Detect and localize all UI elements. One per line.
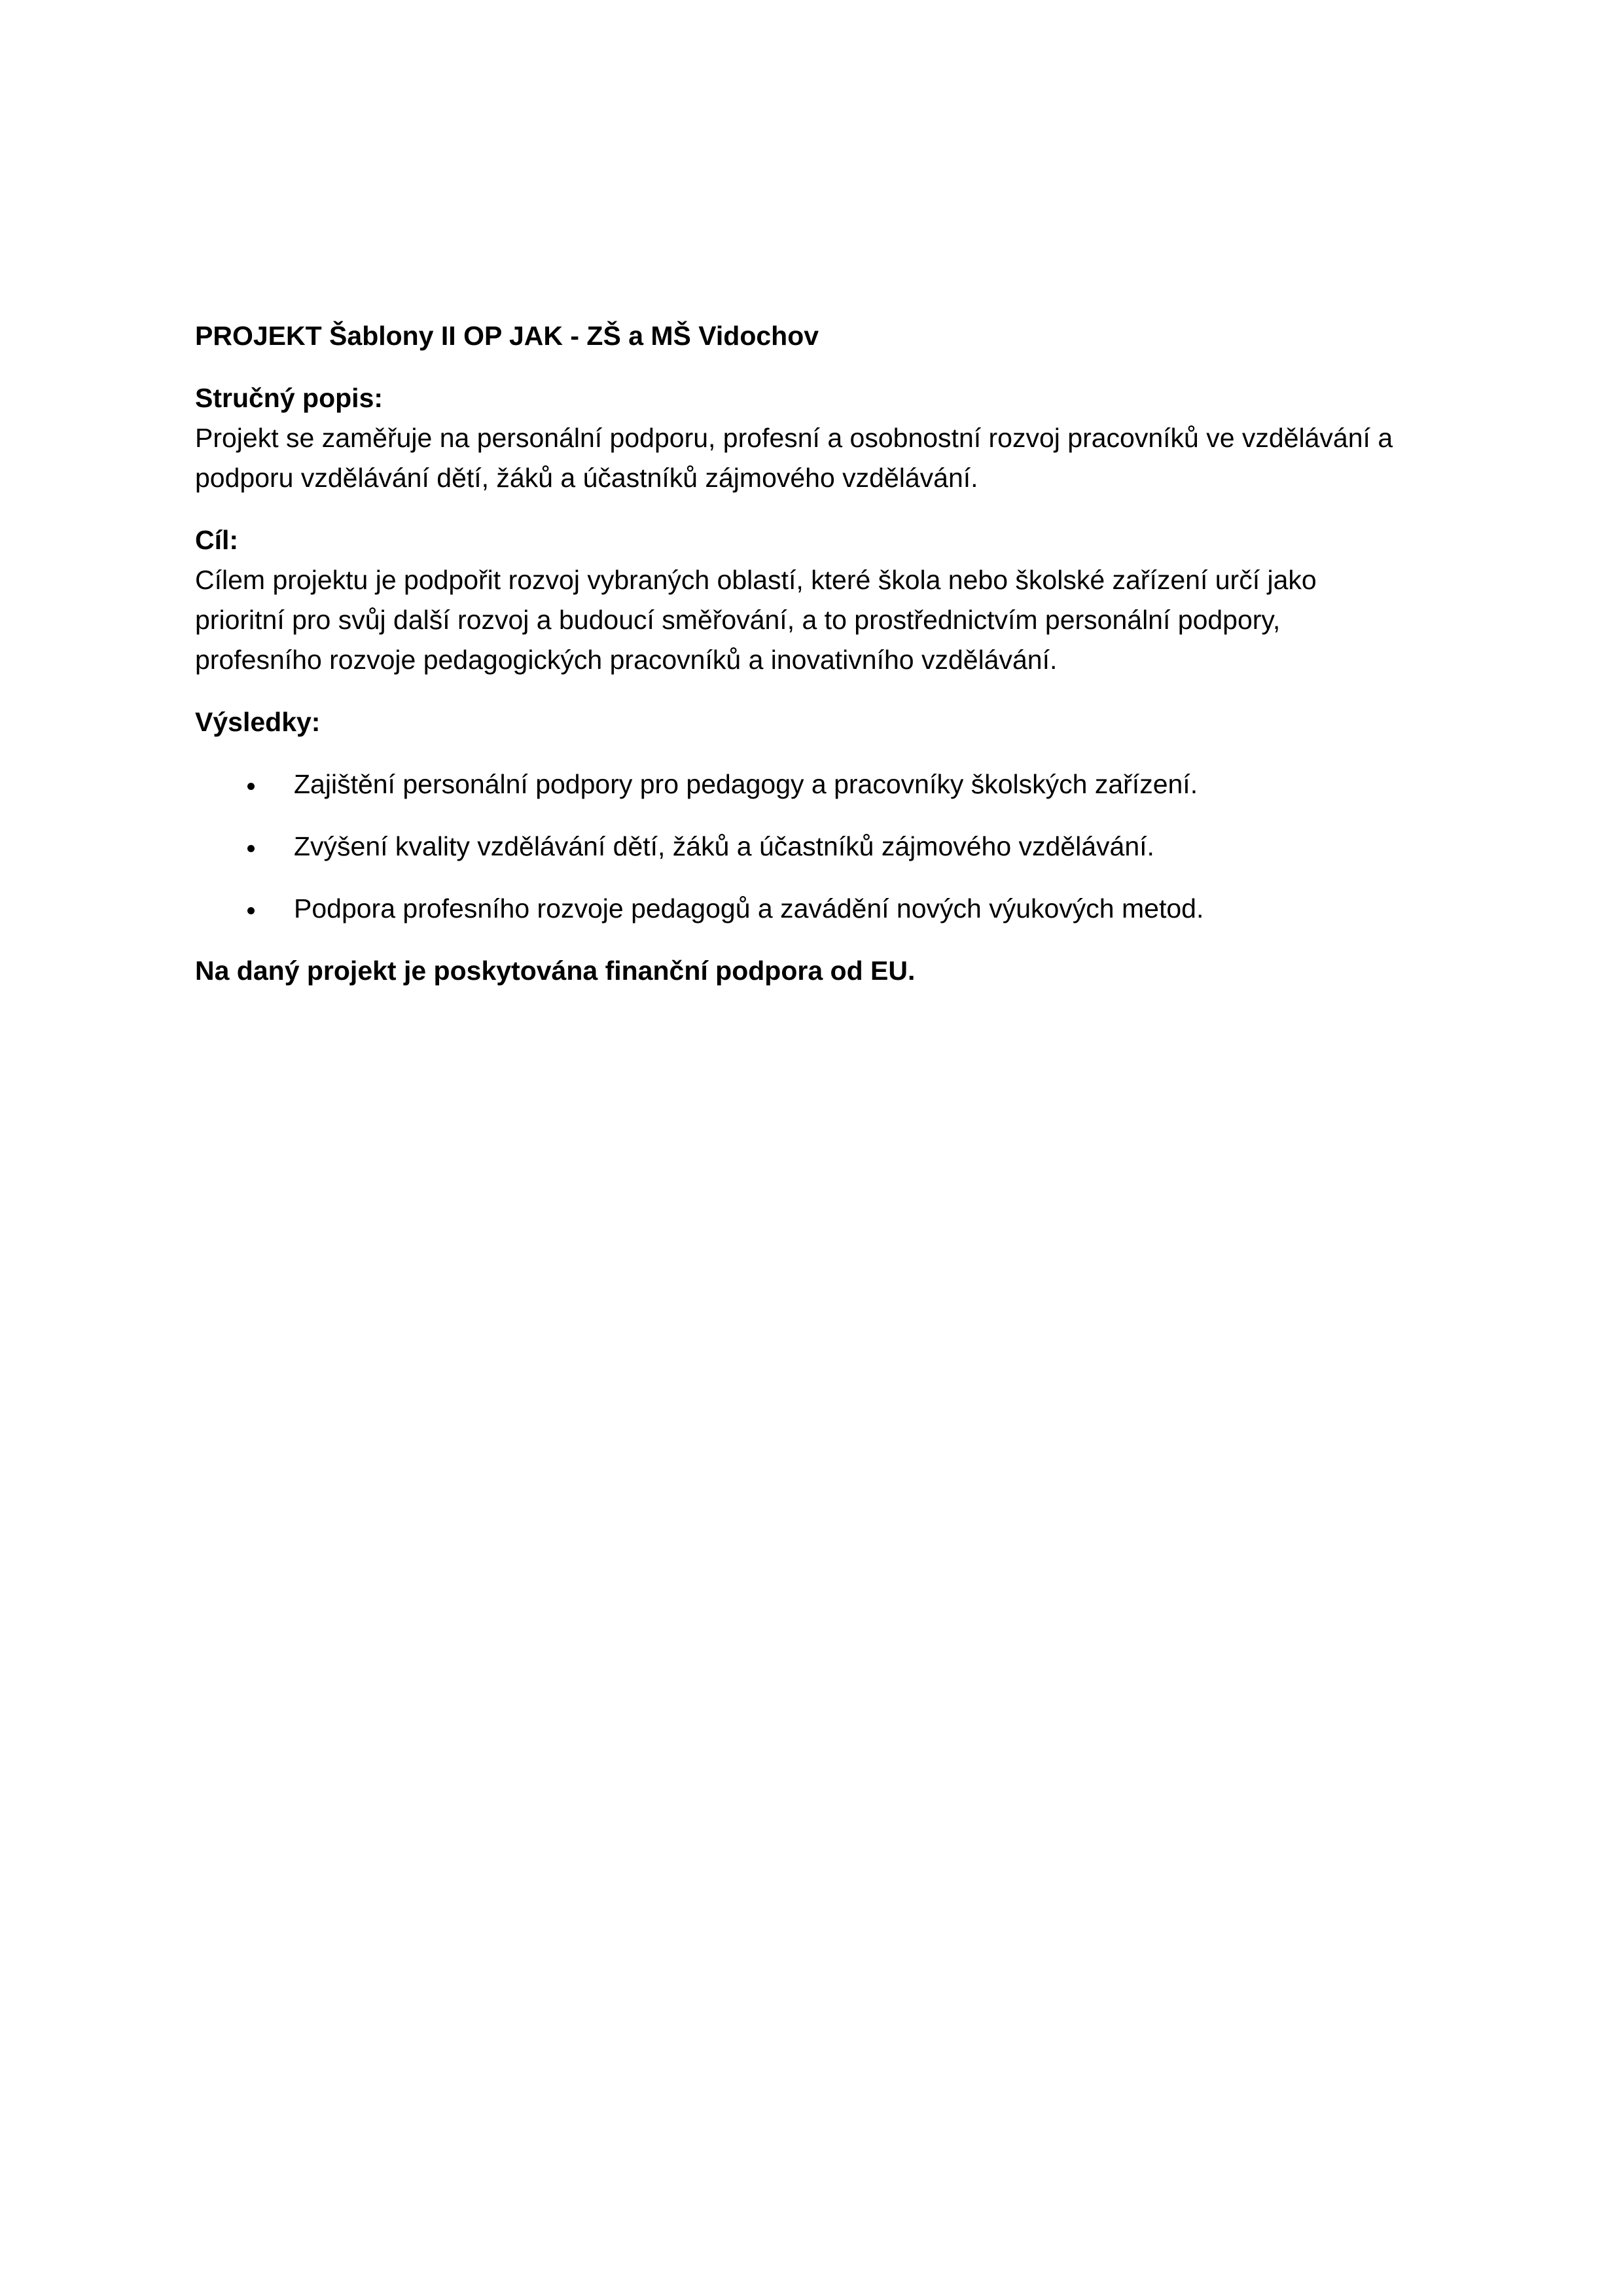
goal-text-line: prioritní pro svůj další rozvoj a budoucí směřování, a to prostřednictvím personální podpory, <box>195 605 1281 635</box>
document-title: PROJEKT Šablony II OP JAK - ZŠ a MŠ Vidochov <box>195 321 819 351</box>
funding-note: Na daný projekt je poskytována finanční podpora od EU. <box>195 956 916 986</box>
summary-heading: Stručný popis: <box>195 383 383 413</box>
goal-text-line: Cílem projektu je podpořit rozvoj vybraných oblastí, které škola nebo školské zařízení určí jako <box>195 565 1317 595</box>
bullet-dot-icon <box>247 907 255 914</box>
results-item-text: Podpora profesního rozvoje pedagogů a zavádění nových výukových metod. <box>294 893 1204 924</box>
goal-text-line: profesního rozvoje pedagogických pracovníků a inovativního vzdělávání. <box>195 645 1058 675</box>
results-list-item <box>195 889 1623 929</box>
results-item-text: Zvýšení kvality vzdělávání dětí, žáků a účastníků zájmového vzdělávání. <box>294 831 1154 861</box>
results-item-text: Zajištění personální podpory pro pedagogy a pracovníky školských zařízení. <box>294 769 1198 799</box>
goal-heading: Cíl: <box>195 525 239 555</box>
bullet-dot-icon <box>247 783 255 790</box>
summary-text-line: Projekt se zaměřuje na personální podporu, profesní a osobnostní rozvoj pracovníků ve vzdělávání a <box>195 423 1393 453</box>
results-list-item <box>195 764 1623 804</box>
results-heading: Výsledky: <box>195 707 321 737</box>
summary-section <box>195 378 1623 498</box>
summary-text-line: podporu vzdělávání dětí, žáků a účastníků zájmového vzdělávání. <box>195 463 978 493</box>
results-list-item <box>195 827 1623 867</box>
goal-section <box>195 520 1623 680</box>
bullet-dot-icon <box>247 845 255 852</box>
